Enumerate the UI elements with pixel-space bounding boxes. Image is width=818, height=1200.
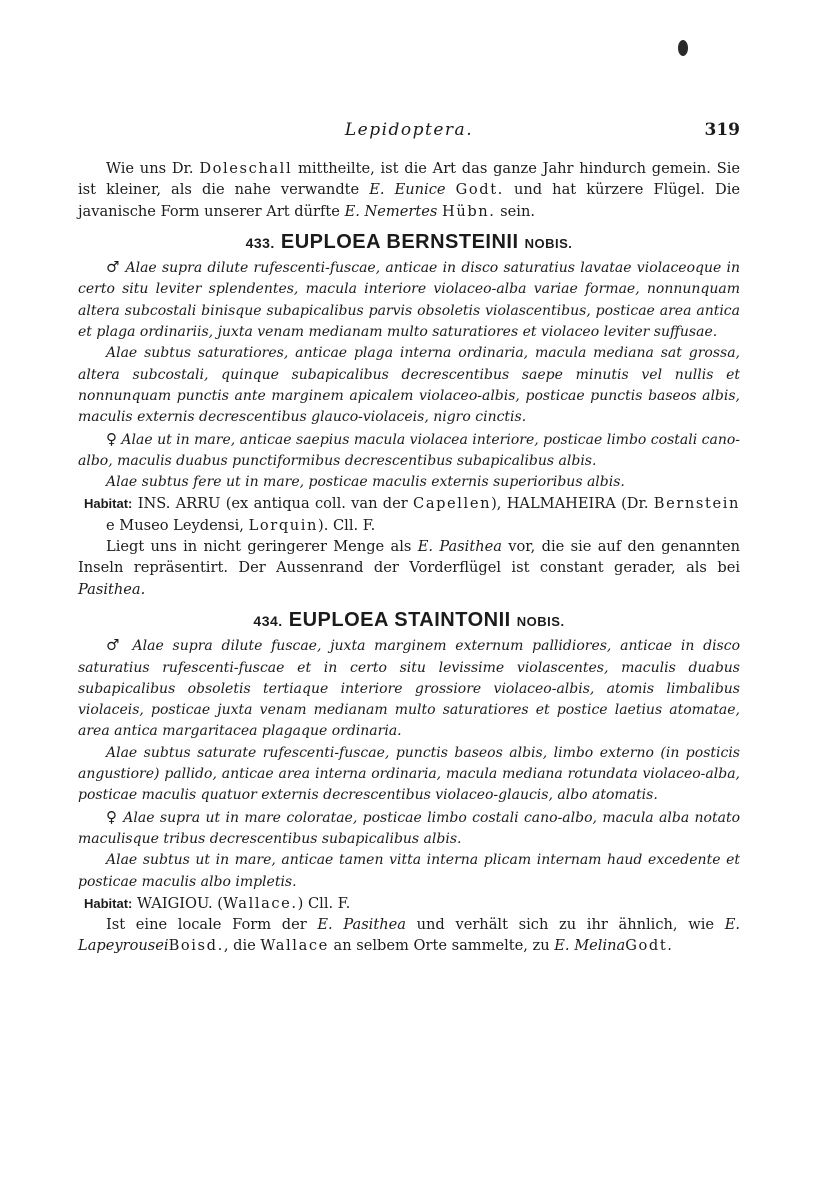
author-name: Boisd. bbox=[168, 937, 224, 955]
intro-text bbox=[446, 181, 456, 198]
habitat-text: ). Cll. F. bbox=[318, 516, 376, 534]
species-name: E. Melina bbox=[554, 937, 626, 955]
female-underside-description bbox=[78, 850, 740, 893]
habitat-433 bbox=[78, 493, 740, 536]
male-symbol-icon: ♂ bbox=[106, 258, 121, 277]
species-number: 434. bbox=[253, 612, 283, 629]
remark-text: Liegt uns in nicht geringerer Menge als bbox=[106, 538, 418, 556]
description-text: Alae subtus saturatiores, anticae plaga interna ordinaria, macula mediana sat grossa, altera subcostali, quinque subapicalibus decrescentibus saepe minutis vel nullis et nonnunquam punctis ante marginem apicalem violaceo-albis, posticae punctis baseos albis, maculis externis decrescentibus glauco-violaceis, nigro cinctis. bbox=[78, 345, 740, 426]
remark-434 bbox=[78, 914, 740, 957]
ink-blot bbox=[678, 40, 688, 56]
remark-text: vor, die sie auf den genannten Inseln repräsentirt. Der Aussenrand der Vorderflügel ist constant gerader, als bei bbox=[78, 538, 740, 577]
habitat-434 bbox=[78, 893, 740, 914]
species-name: E. Lapeyrousei bbox=[78, 916, 740, 955]
description-text: Alae supra ut in mare coloratae, posticae limbo costali cano-albo, macula alba notato maculisque tribus decrescentibus subapicalibus albis. bbox=[78, 809, 741, 847]
description-text: Alae ut in mare, anticae saepius macula violacea interiore, posticae limbo costali cano-albo, maculis duabus punctiformibus decrescentibus subapicalibus albis. bbox=[78, 431, 740, 469]
female-underside-description bbox=[78, 472, 740, 493]
habitat-label: Habitat: bbox=[84, 895, 133, 911]
author-name: Wallace bbox=[260, 937, 329, 955]
remark-text: und verhält sich zu ihr ähnlich, wie bbox=[405, 916, 725, 934]
author-name: Godt. bbox=[625, 937, 674, 955]
male-upperside-description bbox=[78, 635, 740, 742]
habitat-text: ) Cll. F. bbox=[297, 894, 351, 912]
female-symbol-icon: ♀ bbox=[106, 807, 118, 826]
collector-name: Bernstein bbox=[653, 495, 740, 513]
female-symbol-icon: ♀ bbox=[106, 429, 117, 448]
author-name: Godt. bbox=[455, 181, 504, 199]
remark-text: Ist eine locale Form der bbox=[106, 916, 318, 934]
description-text: Alae supra dilute rufescenti-fuscae, anticae in disco saturatius lavatae violaceoque in certo situ leviter splendentes, macula interiore violaceo-alba variae formae, nonnunquam altera subcostali binisque subapicalibus parvis obsoletis violascentibus, posticae area antica et plaga ordinariis, juxta venam medianam multo saturatiores et violaceo leviter suffusae. bbox=[78, 260, 741, 341]
species-name: E. Nemertes bbox=[344, 202, 438, 220]
male-underside-description bbox=[78, 743, 740, 807]
intro-text: Wie uns Dr. bbox=[106, 160, 200, 177]
running-title: Lepidoptera. bbox=[344, 120, 474, 140]
habitat-text: e Museo Leydensi, bbox=[106, 516, 249, 534]
female-upperside-description bbox=[78, 807, 740, 851]
species-number: 433. bbox=[245, 234, 275, 251]
male-symbol-icon: ♂ bbox=[106, 636, 124, 655]
intro-text: sein. bbox=[495, 202, 535, 220]
habitat-text: INS. ARRU (ex antiqua coll. van der bbox=[137, 495, 414, 513]
species-title: EUPLOEA BERNSTEINII bbox=[280, 230, 519, 253]
page-body bbox=[78, 158, 740, 957]
species-name: E. Pasithea bbox=[317, 916, 406, 934]
remark-433 bbox=[78, 536, 740, 600]
species-nobis: NOBIS. bbox=[516, 613, 565, 629]
collector-name: Wallace. bbox=[222, 894, 298, 912]
intro-text: mittheilte, ist die Art das ganze Jahr hindurch gemein. Sie ist kleiner, als die nahe verwandte bbox=[78, 160, 741, 199]
remark-text: an selbem Orte sammelte, zu bbox=[328, 937, 555, 955]
intro-text: und hat kürzere Flügel. Die javanische Form unserer Art dürfte bbox=[78, 181, 740, 220]
species-name: E. Eunice bbox=[369, 181, 446, 199]
description-text: Alae subtus fere ut in mare, posticae maculis externis superioribus albis. bbox=[106, 474, 625, 491]
running-head bbox=[78, 120, 740, 146]
species-heading-433 bbox=[78, 232, 740, 254]
female-upperside-description bbox=[78, 429, 740, 473]
author-name: Hübn. bbox=[442, 202, 496, 220]
author-name: Doleschall bbox=[199, 160, 293, 177]
habitat-text: WAIGIOU. ( bbox=[137, 894, 223, 912]
male-underside-description bbox=[78, 343, 740, 428]
description-text: Alae supra dilute fuscae, juxta marginem externum pallidiores, anticae in disco saturatius rufescenti-fuscae et in certo situ levissime violascentes, maculis duabus subapicalibus obsoletis tertiaque interiore grossiore violaceo-albis, atomis limbalibus violaceis, posticae juxta venam medianam multo saturatiores et postice laetius atomatae, area antica margaritacea plagaque ordinaria. bbox=[78, 638, 740, 740]
species-name: Pasithea. bbox=[78, 580, 146, 598]
collector-name: Capellen bbox=[413, 495, 492, 513]
species-nobis: NOBIS. bbox=[524, 235, 573, 251]
collector-name: Lorquin bbox=[248, 516, 319, 534]
description-text: Alae subtus ut in mare, anticae tamen vitta interna plicam internam haud excedente et posticae maculis albo impletis. bbox=[78, 852, 740, 890]
male-upperside-description bbox=[78, 257, 740, 343]
intro-paragraph bbox=[78, 158, 740, 222]
species-title: EUPLOEA STAINTONII bbox=[288, 608, 511, 631]
habitat-label: Habitat: bbox=[84, 496, 133, 512]
remark-text: , die bbox=[223, 937, 261, 955]
species-heading-434 bbox=[78, 610, 740, 632]
description-text: Alae subtus saturate rufescenti-fuscae, punctis baseos albis, limbo externo (in posticis angustiore) pallido, anticae area interna ordinaria, macula mediana rotundata violaceo-alba, posticae maculis quatuor externis decrescentibus violaceo-glaucis, albo atomatis. bbox=[78, 744, 740, 804]
page-number: 319 bbox=[704, 120, 740, 140]
species-name: E. Pasithea bbox=[417, 538, 502, 556]
habitat-text: ), HALMAHEIRA (Dr. bbox=[491, 495, 654, 513]
